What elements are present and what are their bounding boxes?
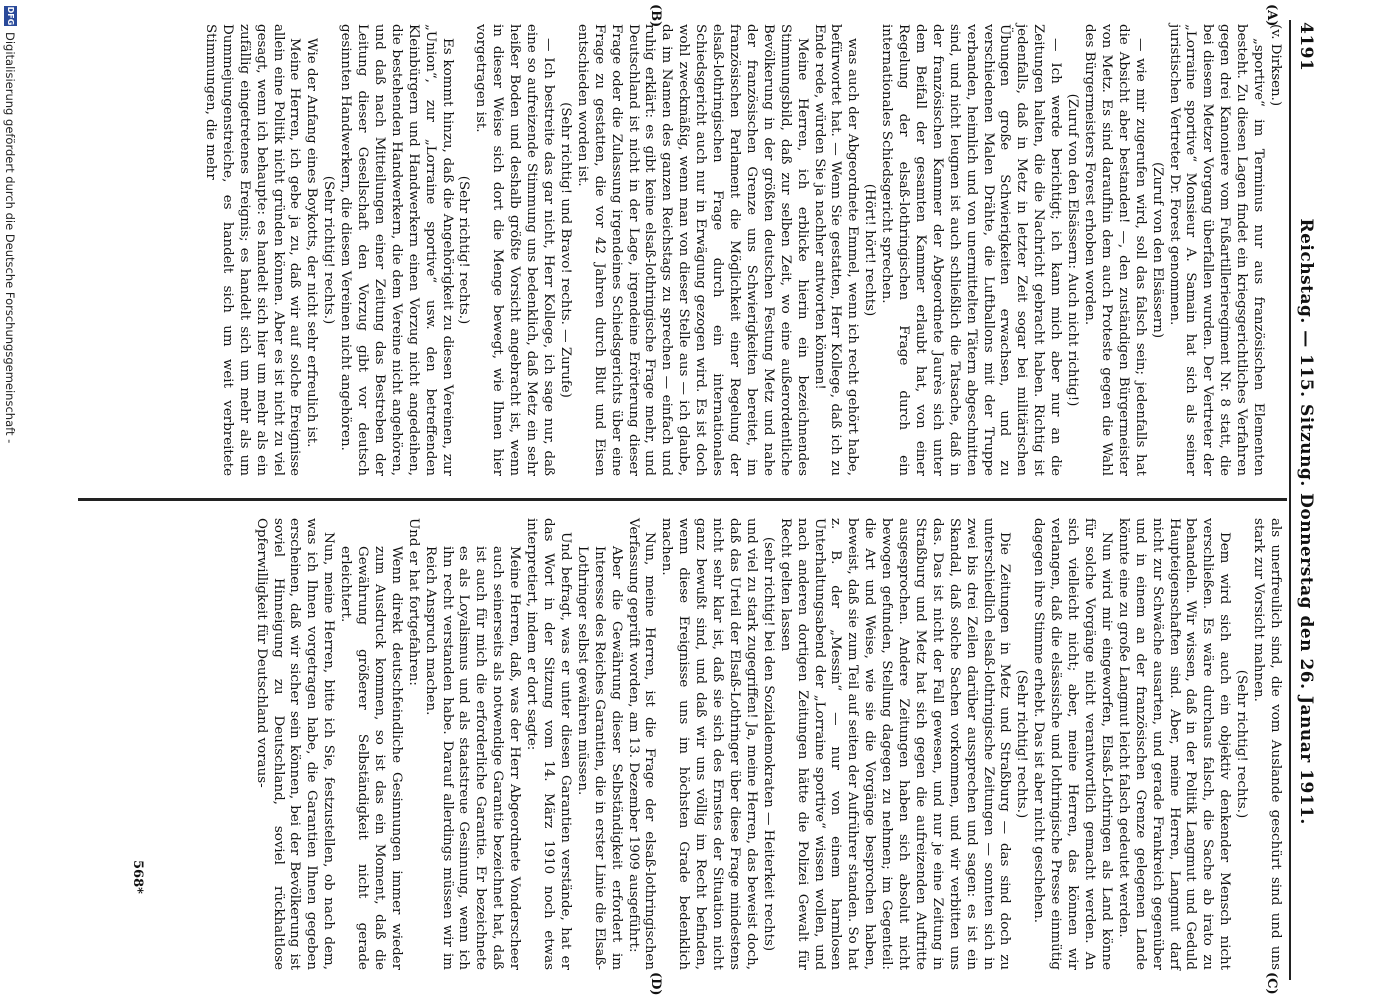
- interjection: (sehr richtig! bei den Sozialdemokraten — Heiterkeit rechts): [760, 536, 776, 952]
- digitization-credit: [0, 0, 21, 1006]
- right-column: [252, 518, 1283, 970]
- paragraph: (v. Dirksen.): [1268, 24, 1283, 107]
- paragraph: als unerfreulich sind, die vom Auslande geschürt sind und uns stark zur Vorsicht mahnen.: [1251, 518, 1283, 970]
- paragraph: — wie mir zugerufen wird, soll das falsch sein; jedenfalls hat die Absicht aber bestanden! —, den zuständigen Bürgermeister von Metz. Es sind daraufhin dem auch Proteste gegen die Wahl des Bürgermeisters Forest erhoben worden.: [1082, 24, 1148, 476]
- header-rule: [1289, 20, 1291, 980]
- interjection: (Zuruf von den Elsässern: Auch nicht richtig!): [1065, 93, 1081, 407]
- quoted-passage: Aber die Gewährung dieser Selbständigkeit erfordert im Interesse des Reiches Garantien, die in erster Linie die Elsaß-Lothringer selbst gewähren müssen.: [574, 546, 624, 970]
- paragraph: — Ich werde berichtigt; ich kann mich aber nur an die Zeitungen halten, die die Nachricht gebracht haben. Richtig ist jedenfalls, daß in Metz in letzter Zeit sogar bei militärischen Übungen große Schwierigkeiten erwachsen, und zu verschiedenen Malen Drähte, die Luftballons mit der Truppe verbanden, heimlich und von unermittelten Tätern abgeschnitten sind, und nicht leugnen ist auch schließlich die Tatsache, daß in der französischen Kammer der Abgeordnete Jaurès sich unter dem Beifall der gesamten Kammer erlaubt hat, von einer Regelung der elsaß-lothringischen Frage durch ein internationales Schiedsgericht sprechen.: [879, 24, 1064, 476]
- paragraph: was auch der Abgeordnete Emmel, wenn ich recht gehört habe, befürwortet hat. — Wenn Sie gestatten, Herr Kollege, daß ich zu Ende rede, würden Sie ja nachher antworten können!: [811, 24, 861, 476]
- paragraph: Die Zeitungen in Metz und Straßburg — das sind doch zu unterschiedlich elsaß-lothringische Zeitungen — sonnten sich in zwei bis drei Zeilen darüber aussprechen und sagen: es ist ein Skandal, daß solche Sachen vorkommen, und wir verbitten uns das. Das ist nicht der Fall gewesen, und nur je eine Zeitung in Straßburg und Metz hat sich gegen die aufreizenden Auftritte ausgesprochen. Andere Zeitungen haben sich absolut nicht bewogen gefunden, Stellung dagegen zu nehmen; im Gegenteil: die Art und Weise, wie sie die Vorgänge besprochen haben, beweist, daß sie zum Teil auf seiten der Aufrührer standen. So hat z. B. der „Messin“ — nur von einem harmlosen Unterhaltungsabend der „Lorraine sportive“ wissen wollen, und nach anderen dortigen Zeitungen hätte die Polizei Gewalt für Recht gelten lassen: [777, 518, 1013, 970]
- paragraph: Wie der Anfang eines Boykotts, der nicht sehr erfreulich ist.: [304, 38, 320, 448]
- left-column: [201, 24, 1283, 476]
- paragraph: und viel zu stark zugegriffen! Ja, meine Herren, das beweist doch, daß das Urteil der Elsaß-Lothringer über diese Frage mindestens nicht sehr klar ist, daß sie sich des Ernstes der Situation nicht ganz bewußt sind, und daß wir uns völlig im Recht befinden, wenn diese Ereignisse uns im höchsten Grade bedenklich machen.: [659, 518, 759, 970]
- dfg-logo-icon: DFG: [6, 6, 15, 26]
- paragraph: Dem wird sich auch ein objektiv denkender Mensch nicht verschließen. Es wäre durchaus falsch, die Sache ab irato zu behandeln. Wir wissen, daß in der Politik Langmut und Geduld Haupteigenschaften sind. Aber, meine Herren, Langmut darf nicht zur Schwäche ausarten, und gerade Frankreich gegenüber und in einem an der französischen Grenze gelegenen Lande könnte eine zu große Langmut leicht falsch gedeutet werden.: [1115, 518, 1233, 970]
- paragraph: Meine Herren, ich erblicke hierin ein bezeichnendes Stimmungsbild, daß zur selben Zeit, wo eine außerordentliche Bevölkerung in der größten deutschen Festung Metz und nahe der französischen Grenze uns Schwierigkeiten bereitet, im französischen Parlament die Möglichkeit einer Regelung der elsaß-lothringischen Frage durch ein internationales Schiedsgericht auch nur in Erwägung gezogen wird. Es ist doch wohl zweckmäßig, wenn man von dieser Stelle aus — ich glaube, da im Namen des ganzen Reichstags zu sprechen — einfach und ruhig erklärt: es gibt keine elsaß-lothringische Frage mehr, und Deutschland ist nicht in der Lage, irgendeine Erörterung dieser Frage oder die Zulassung irgendeines Schiedsgerichts über eine Frage zu gestatten, die vor 42 Jahren durch Blut und Eisen entschieden worden ist.: [574, 24, 810, 476]
- column-divider: [78, 498, 1287, 501]
- margin-mark-c: (C): [1264, 972, 1279, 995]
- quoted-passage: Wenn direkt deutschfeindliche Gesinnungen immer wieder zum Ausdruck kommen, so ist das ein Moment, daß die Gewährung größerer Selbständigkeit nicht gerade erleichtert.: [338, 546, 404, 970]
- footer-page-number: 568*: [130, 860, 145, 894]
- paragraph: Meine Herren, ich gebe ja zu, daß wir auf solche Ereignisse allein eine Politik nicht gründen können. Aber es ist nicht zu viel gesagt, wenn ich behaupte: es handelt sich hier um mehr als ein zufällig eingetretenes Ereignis; es handelt sich um mehr als um Dummejungenstreiche, es handelt sich um weit verbreitete Stimmungen, die mehr: [202, 24, 303, 476]
- paragraph: Es kommt hinzu, daß die Angehörigkeit zu diesen Vereinen, zur „Union“, zur „Lorraine sportive“ usw. den betreffenden Kleinbürgern und Handwerkern einen Vorzug nicht angedeihen, die bestehenden Handwerkern, die dem Vereine nicht angehören, und daß nach Mitteilungen einer Zeitung das Bestreben der Leitung dieser Gesellschaft den Vorzug gibt vor deutsch gesinnten Handwerkern, die diesen Vereinen nicht angehören.: [338, 24, 455, 476]
- interjection: (Zuruf von den Elsässern): [1149, 161, 1165, 339]
- paragraph: Und befragt, was er unter diesen Garantien verstände, hat er das Wort in der Sitzung vom 14. März 1910 noch etwas interpretiert, indem er dort sagte:: [524, 518, 573, 970]
- header-title: Reichstag. — 115. Sitzung. Donnerstag den 26. Januar 1911.: [1296, 218, 1316, 825]
- paragraph: Nun wird mir eingeworfen, Elsaß-Lothringen als Land könne für solche Vorgänge nicht verantwortlich gemacht werden. An sich vielleicht nicht; aber, meine Herren, das können wir verlangen, daß die elsässische und lothringische Presse einmütig dagegen ihre Stimme erhebt. Das ist aber nicht geschehen.: [1031, 518, 1114, 970]
- interjection: (Sehr richtig! rechts.): [1234, 669, 1250, 819]
- header-page-number: 4191: [1296, 22, 1316, 72]
- page-header: [1291, 22, 1321, 972]
- paragraph: — Ich bestreite das gar nicht, Herr Kollege, ich sage nur, daß eine so aufreizende Stimmung uns bedenklich, daß Metz ein sehr heißer Boden und deshalb größte Vorsicht angebracht ist, wenn in dieser Weise sich dort die Menge bewegt, wie Ihnen hier vorgetragen ist.: [473, 24, 557, 476]
- paragraph: Nun, meine Herren, bitte ich Sie, festzustellen, ob nach dem, was ich Ihnen vorgetragen habe, die Garantien Ihnen gegeben erscheinen, daß wir sicher sein können, bei der Bevölkerung ist soviel Hinneigung zu Deutschland, soviel rückhaltlose Opferwilligkeit für Deutschland voraus-: [253, 518, 337, 970]
- paragraph: Nun, meine Herren, ist die Frage der elsaß-lothringischen Verfassung geprüft worden, am 13. Dezember 1909 ausgeführt:: [625, 518, 658, 970]
- quoted-passage: Meine Herren, daß, was der Herr Abgeordnete Vonderscheer auch seinerseits als notwendige Garantie bezeichnet hat, daß ist auch für mich die erforderliche Garantie. Er bezeichnete es als Loyalismus und als staatstreue Gesinnung, wenn ich ihn recht verstanden habe. Darauf allerdings müssen wir im Reich Anspruch machen.: [422, 546, 523, 970]
- paragraph: Und er hat fortgefahren:: [405, 518, 421, 686]
- interjection: (Sehr richtig! rechts.): [1014, 669, 1030, 819]
- interjection: (Sehr richtig! rechts.): [321, 175, 337, 325]
- interjection: (Sehr richtig! und Bravo! rechts. — Zurufe): [557, 102, 573, 398]
- margin-mark-d: (D): [648, 972, 663, 996]
- margin-mark-b: (B): [648, 4, 663, 28]
- interjection: (Hört! hört! rechts): [862, 183, 878, 317]
- credit-text: Digitalisierung gefördert durch die Deutsche Forschungsgemeinschaft -: [3, 32, 18, 444]
- interjection: (Sehr richtig! rechts.): [456, 175, 472, 325]
- margin-mark-a: (A): [1264, 4, 1279, 27]
- paragraph: „sportive“ im Terminus nur aus französischen Elementen besteht. Zu diesen Lagen findet ein kriegsgerichtliches Verfahren gegen drei Kanoniere vom Fußartillerieregiment Nr. 8 statt, die bei diesem Metzer Vorgang überfallen wurden. Der Vertreter der „Lorraine sportive“ Monsieur A. Samain hat sich als seiner juristischen Vertreter Dr. Forest genommen.: [1166, 24, 1267, 476]
